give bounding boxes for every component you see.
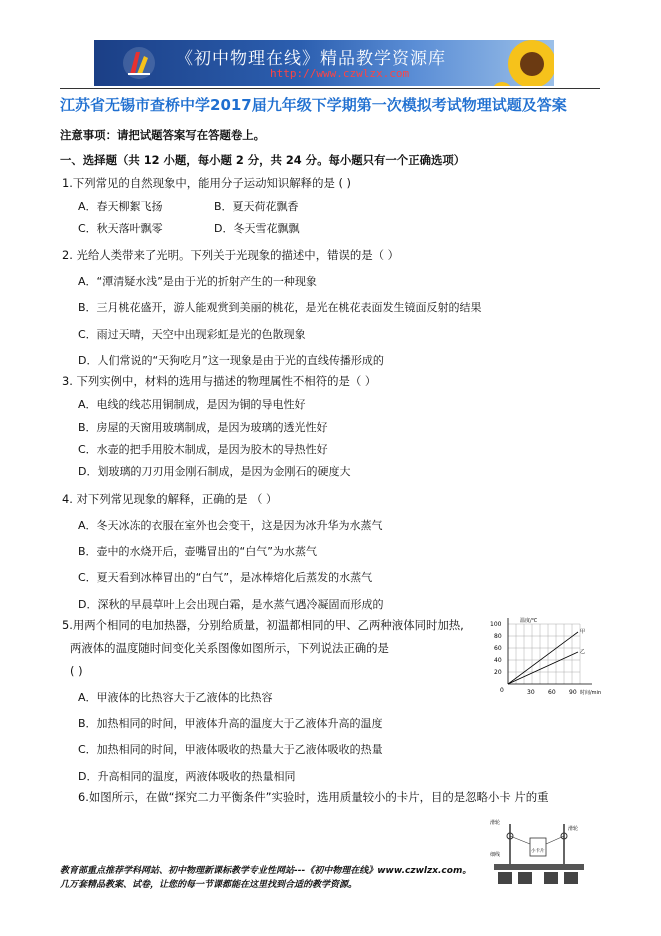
label-pulley-left: 滑轮 <box>490 820 501 826</box>
graph-xtick-30: 30 <box>527 689 535 696</box>
question-4-option-a: A．冬天冰冻的衣服在室外也会变干，这是因为冰升华为水蒸气 <box>78 519 383 532</box>
two-force-balance-apparatus <box>488 812 590 896</box>
question-1-option-d: D．冬天雪花飘飘 <box>214 222 300 235</box>
question-5-option-d: D．升高相同的温度，两液体吸收的热量相同 <box>78 770 296 783</box>
document-title: 江苏省无锡市查桥中学2017届九年级下学期第一次模拟考试物理试题及答案 <box>60 96 567 114</box>
graph-label-jia: 甲 <box>580 629 586 635</box>
graph-ytick-100: 100 <box>490 621 502 628</box>
apparatus-legs <box>498 872 578 884</box>
question-4-option-c: C．夏天看到冰棒冒出的“白气”，是冰棒熔化后蒸发的水蒸气 <box>78 571 373 584</box>
banner-url: http://www.czwlzx.com <box>270 67 410 80</box>
question-4-option-b: B．壶中的水烧开后，壶嘴冒出的“白气”为水蒸气 <box>78 545 317 558</box>
question-4-option-d: D．深秋的早晨草叶上会出现白霜，是水蒸气遇冷凝固而形成的 <box>78 598 384 611</box>
footer <box>60 864 471 892</box>
question-5-stem-line-1: 5.用两个相同的电加热器，分别给质量，初温都相同的甲、乙两种液体同时加热, <box>62 618 464 632</box>
question-3-option-a: A．电线的线芯用铜制成，是因为铜的导电性好 <box>78 398 306 411</box>
footer-line-1: 教育部重点推荐学科网站、初中物理新课标教学专业性网站---《初中物理在线》www.czwlzx.com。 <box>60 866 472 876</box>
graph-ytick-40: 40 <box>494 657 502 664</box>
question-3-option-b: B．房屋的天窗用玻璃制成，是因为玻璃的透光性好 <box>78 421 328 434</box>
temperature-time-graph <box>484 616 606 706</box>
apparatus-board <box>494 864 584 870</box>
graph-ytick-80: 80 <box>494 633 502 640</box>
sunflower-icon <box>492 40 554 86</box>
question-1-stem: 1.下列常见的自然现象中，能用分子运动知识解释的是 ( ) <box>62 176 351 190</box>
graph-line-yi <box>508 652 578 684</box>
question-3-stem: 3. 下列实例中，材料的选用与描述的物理属性不相符的是（ ） <box>62 374 377 388</box>
question-1-option-a: A．春天柳絮飞扬 <box>78 200 163 213</box>
question-5-option-a: A．甲液体的比热容大于乙液体的比热容 <box>78 691 273 704</box>
question-3-option-c: C．水壶的把手用胶木制成，是因为胶木的导热性好 <box>78 443 328 456</box>
graph-xlabel: 时间/min <box>580 690 602 696</box>
question-2-option-c: C．雨过天晴，天空中出现彩虹是光的色散现象 <box>78 328 306 341</box>
graph-line-jia <box>508 632 578 684</box>
graph-grid <box>508 624 580 684</box>
graph-ytick-0: 0 <box>500 687 504 694</box>
question-2-stem: 2. 光给人类带来了光明。下列关于光现象的描述中，错误的是（ ） <box>62 248 400 262</box>
question-5-stem-line-2: 两液体的温度随时间变化关系图像如图所示，下列说法正确的是 <box>70 641 389 655</box>
question-5-option-b: B．加热相同的时间，甲液体升高的温度大于乙液体升高的温度 <box>78 717 383 730</box>
question-1-option-b: B．夏天荷花飘香 <box>214 200 299 213</box>
question-2-option-d: D．人们常说的“天狗吃月”这一现象是由于光的直线传播形成的 <box>78 354 384 367</box>
graph-ytick-60: 60 <box>494 645 502 652</box>
question-6-stem: 6.如图所示，在做“探究二力平衡条件”实验时，选用质量较小的卡片，目的是忽略小卡 片的重 <box>78 790 549 804</box>
question-2-option-b: B．三月桃花盛开，游人能观赏到美丽的桃花，是光在桃花表面发生镜面反射的结果 <box>78 301 482 314</box>
graph-ytick-20: 20 <box>494 669 502 676</box>
question-2-option-a: A．“潭清疑水浅”是由于光的折射产生的一种现象 <box>78 275 317 288</box>
graph-ylabel: 温度/℃ <box>520 618 538 624</box>
label-card: 小卡片 <box>531 849 545 854</box>
question-5-option-c: C．加热相同的时间，甲液体吸收的热量大于乙液体吸收的热量 <box>78 743 383 756</box>
graph-label-yi: 乙 <box>580 649 586 655</box>
graph-xtick-90: 90 <box>569 689 577 696</box>
question-3-option-d: D．划玻璃的刀刃用金刚石制成，是因为金刚石的硬度大 <box>78 465 351 478</box>
notice: 注意事项：请把试题答案写在答题卷上。 <box>60 128 266 142</box>
site-logo-icon <box>122 46 156 80</box>
question-5-stem-line-3: ( ) <box>70 664 83 678</box>
header-rule <box>60 88 600 89</box>
question-4-stem: 4. 对下列常见现象的解释，正确的是 （ ） <box>62 492 278 506</box>
banner-title: 《初中物理在线》精品教学资源库 <box>176 49 446 69</box>
question-1-option-c: C．秋天落叶飘零 <box>78 222 163 235</box>
header-banner <box>94 40 554 86</box>
label-string: 细线 <box>490 852 501 858</box>
label-pulley-right: 滑轮 <box>568 826 579 832</box>
footer-line-2: 几万套精品教案、试卷，让您的每一节课都能在这里找到合适的教学资源。 <box>60 880 358 890</box>
section-heading: 一、选择题（共 12 小题，每小题 2 分，共 24 分。每小题只有一个正确选项） <box>60 153 466 167</box>
graph-xtick-60: 60 <box>548 689 556 696</box>
